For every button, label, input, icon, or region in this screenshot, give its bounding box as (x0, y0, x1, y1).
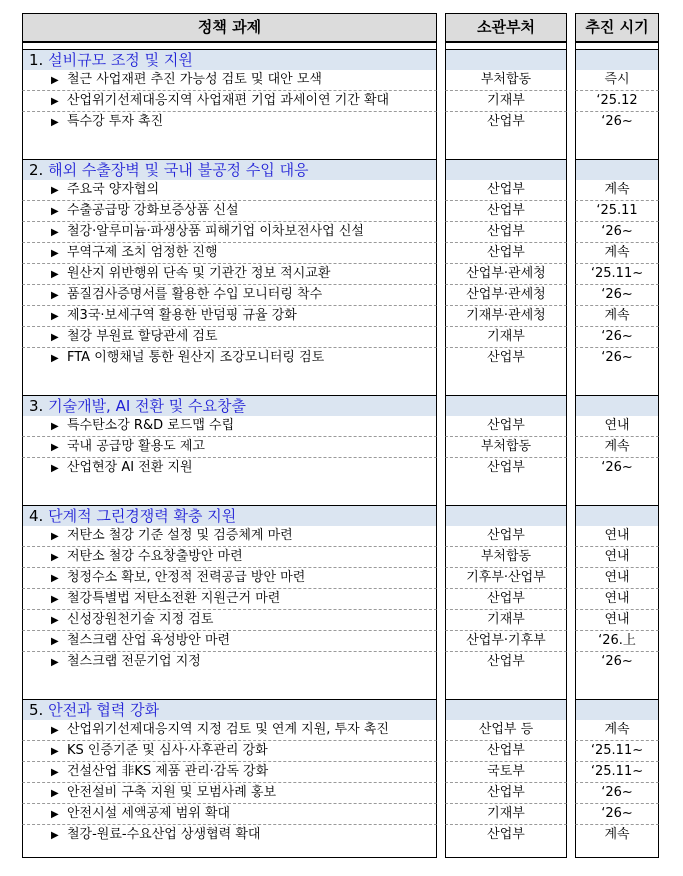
policy-item (22, 825, 437, 846)
table-row (22, 243, 659, 264)
triangle-bullet-icon: ▶ (51, 809, 59, 820)
policy-item (22, 526, 437, 547)
table-row (22, 741, 659, 762)
policy-item (22, 243, 437, 264)
timing-cell: ‘26~ (575, 652, 659, 673)
timing-cell: ‘25.11~ (575, 762, 659, 783)
table-row (22, 285, 659, 306)
policy-item-text: 신성장원천기술 지정 검토 (67, 612, 214, 627)
policy-item (22, 610, 437, 631)
triangle-bullet-icon: ▶ (51, 353, 59, 364)
header-dept: 소관부처 (445, 13, 567, 42)
timing-cell: 계속 (575, 720, 659, 741)
triangle-bullet-icon: ▶ (51, 767, 59, 778)
timing-cell: ‘25.11~ (575, 264, 659, 285)
triangle-bullet-icon: ▶ (51, 442, 59, 453)
table-header (22, 13, 659, 42)
section-title-text: 해외 수출장벽 및 국내 불공정 수입 대응 (48, 161, 309, 179)
table-row (22, 201, 659, 222)
policy-item-text: 철강 부원료 할당관세 검토 (67, 329, 218, 344)
table-row (22, 348, 659, 369)
policy-item (22, 112, 437, 133)
section-number: 1. (29, 51, 44, 69)
policy-item (22, 91, 437, 112)
dept-cell: 산업부 (445, 825, 567, 846)
dept-cell: 기재부·관세청 (445, 306, 567, 327)
table-row (22, 568, 659, 589)
header-timing: 추진 시기 (575, 13, 659, 42)
policy-item (22, 327, 437, 348)
timing-cell: 연내 (575, 526, 659, 547)
section-title-text: 기술개발, AI 전환 및 수요창출 (48, 397, 247, 415)
table-row (22, 70, 659, 91)
triangle-bullet-icon: ▶ (51, 746, 59, 757)
section-spacer (22, 146, 659, 159)
section-number: 4. (29, 507, 44, 525)
table-row (22, 547, 659, 568)
triangle-bullet-icon: ▶ (51, 248, 59, 259)
timing-cell: 계속 (575, 243, 659, 264)
policy-item (22, 437, 437, 458)
dept-cell: 산업부 (445, 783, 567, 804)
policy-item-text: 안전설비 구축 지원 및 모범사례 홍보 (67, 785, 277, 800)
dept-cell: 산업부 (445, 201, 567, 222)
timing-cell: ‘25.12 (575, 91, 659, 112)
table-row (22, 804, 659, 825)
table-row (22, 652, 659, 673)
policy-item (22, 804, 437, 825)
policy-item-text: 청정수소 확보, 안정적 전력공급 방안 마련 (67, 570, 306, 585)
timing-cell: ‘26~ (575, 327, 659, 348)
dept-cell: 기재부 (445, 327, 567, 348)
timing-cell: 연내 (575, 589, 659, 610)
policy-item-text: 저탄소 철강 수요창출방안 마련 (67, 549, 243, 564)
timing-cell: ‘25.11 (575, 201, 659, 222)
policy-item-text: 저탄소 철강 기준 설정 및 검증체계 마련 (67, 528, 293, 543)
section-title (22, 395, 437, 416)
timing-cell: ‘26~ (575, 348, 659, 369)
blank-row (22, 673, 659, 686)
dept-cell: 기재부 (445, 610, 567, 631)
dept-cell: 부처합동 (445, 70, 567, 91)
table-row (22, 458, 659, 479)
table-row (22, 112, 659, 133)
policy-item (22, 348, 437, 369)
triangle-bullet-icon: ▶ (51, 421, 59, 432)
policy-item (22, 180, 437, 201)
triangle-bullet-icon: ▶ (51, 531, 59, 542)
timing-cell: 계속 (575, 306, 659, 327)
table-row (22, 720, 659, 741)
table-row (22, 783, 659, 804)
section-title (22, 699, 437, 720)
header-policy: 정책 과제 (22, 13, 437, 42)
triangle-bullet-icon: ▶ (51, 830, 59, 841)
dept-cell: 산업부 (445, 222, 567, 243)
policy-item-text: 특수강 투자 촉진 (67, 114, 164, 129)
dept-cell: 산업부 (445, 741, 567, 762)
timing-cell: 계속 (575, 437, 659, 458)
policy-item (22, 70, 437, 91)
table-row (22, 589, 659, 610)
section-heading (22, 699, 659, 720)
dept-cell: 산업부·기후부 (445, 631, 567, 652)
dept-cell: 산업부 (445, 243, 567, 264)
policy-item-text: 철강-원료-수요산업 상생협력 확대 (67, 827, 261, 842)
triangle-bullet-icon: ▶ (51, 463, 59, 474)
section-heading (22, 159, 659, 180)
triangle-bullet-icon: ▶ (51, 206, 59, 217)
triangle-bullet-icon: ▶ (51, 227, 59, 238)
policy-item (22, 264, 437, 285)
policy-item (22, 720, 437, 741)
table-row (22, 306, 659, 327)
policy-item-text: KS 인증기준 및 심사·사후관리 강화 (67, 743, 268, 758)
policy-item (22, 201, 437, 222)
section-heading (22, 395, 659, 416)
dept-cell: 산업부 (445, 526, 567, 547)
policy-item-text: 안전시설 세액공제 범위 확대 (67, 806, 231, 821)
dept-cell: 산업부 (445, 589, 567, 610)
policy-item-text: 건설산업 非KS 제품 관리·감독 강화 (67, 764, 269, 779)
triangle-bullet-icon: ▶ (51, 657, 59, 668)
section-title (22, 505, 437, 526)
dept-cell: 산업부 (445, 180, 567, 201)
table-row (22, 91, 659, 112)
policy-item (22, 589, 437, 610)
section-heading (22, 49, 659, 70)
policy-item-text: 특수탄소강 R&D 로드맵 수립 (67, 418, 235, 433)
blank-row (22, 846, 659, 858)
section-spacer (22, 42, 659, 49)
policy-item-text: 수출공급망 강화보증상품 신설 (67, 203, 239, 218)
section-title-text: 안전과 협력 강화 (48, 701, 160, 719)
dept-cell: 산업부 (445, 458, 567, 479)
policy-item-text: 산업위기선제대응지역 지정 검토 및 연계 지원, 투자 촉진 (67, 722, 389, 737)
policy-item (22, 222, 437, 243)
timing-cell: 연내 (575, 547, 659, 568)
triangle-bullet-icon: ▶ (51, 788, 59, 799)
timing-cell: ‘26~ (575, 222, 659, 243)
triangle-bullet-icon: ▶ (51, 725, 59, 736)
section-title (22, 159, 437, 180)
triangle-bullet-icon: ▶ (51, 615, 59, 626)
table-row (22, 180, 659, 201)
policy-item (22, 458, 437, 479)
policy-item (22, 783, 437, 804)
policy-item-text: 산업위기선제대응지역 사업재편 기업 과세이연 기간 확대 (67, 93, 390, 108)
policy-item-text: 품질검사증명서를 활용한 수입 모니터링 착수 (67, 287, 323, 302)
policy-item (22, 568, 437, 589)
triangle-bullet-icon: ▶ (51, 332, 59, 343)
section-title (22, 49, 437, 70)
triangle-bullet-icon: ▶ (51, 269, 59, 280)
table-row (22, 610, 659, 631)
dept-cell: 산업부·관세청 (445, 264, 567, 285)
timing-cell: 계속 (575, 825, 659, 846)
policy-item (22, 306, 437, 327)
policy-item-text: 철강·알루미늄·파생상품 피해기업 이차보전사업 신설 (67, 224, 364, 239)
section-number: 5. (29, 701, 44, 719)
triangle-bullet-icon: ▶ (51, 96, 59, 107)
policy-item (22, 762, 437, 783)
dept-cell: 산업부 등 (445, 720, 567, 741)
triangle-bullet-icon: ▶ (51, 636, 59, 647)
triangle-bullet-icon: ▶ (51, 594, 59, 605)
dept-cell: 기재부 (445, 804, 567, 825)
triangle-bullet-icon: ▶ (51, 117, 59, 128)
triangle-bullet-icon: ▶ (51, 552, 59, 563)
timing-cell: ‘26~ (575, 112, 659, 133)
table-row (22, 631, 659, 652)
section-spacer (22, 382, 659, 395)
dept-cell: 부처합동 (445, 437, 567, 458)
timing-cell: ‘26~ (575, 783, 659, 804)
dept-cell: 산업부 (445, 652, 567, 673)
policy-item (22, 416, 437, 437)
blank-row (22, 369, 659, 382)
table-row (22, 327, 659, 348)
blank-row (22, 479, 659, 492)
triangle-bullet-icon: ▶ (51, 290, 59, 301)
table-row (22, 825, 659, 846)
table-row (22, 222, 659, 243)
blank-row (22, 133, 659, 146)
policy-item-text: 산업현장 AI 전환 지원 (67, 460, 193, 475)
timing-cell: ‘26.上 (575, 631, 659, 652)
dept-cell: 부처합동 (445, 547, 567, 568)
timing-cell: ‘26~ (575, 804, 659, 825)
section-heading (22, 505, 659, 526)
section-spacer (22, 492, 659, 505)
policy-item-text: 철스크랩 산업 육성방안 마련 (67, 633, 231, 648)
timing-cell: 연내 (575, 610, 659, 631)
table-row (22, 526, 659, 547)
policy-item-text: 주요국 양자협의 (67, 182, 160, 197)
policy-item-text: 제3국·보세구역 활용한 반덤핑 규율 강화 (67, 308, 297, 323)
section-number: 2. (29, 161, 44, 179)
section-spacer (22, 686, 659, 699)
dept-cell: 산업부 (445, 348, 567, 369)
dept-cell: 국토부 (445, 762, 567, 783)
timing-cell: 즉시 (575, 70, 659, 91)
section-number: 3. (29, 397, 44, 415)
policy-table (22, 13, 659, 858)
timing-cell: 연내 (575, 416, 659, 437)
policy-item (22, 547, 437, 568)
policy-item (22, 652, 437, 673)
dept-cell: 기후부·산업부 (445, 568, 567, 589)
triangle-bullet-icon: ▶ (51, 573, 59, 584)
table-row (22, 437, 659, 458)
table-row (22, 762, 659, 783)
triangle-bullet-icon: ▶ (51, 185, 59, 196)
policy-item-text: 철강특별법 저탄소전환 지원근거 마련 (67, 591, 281, 606)
timing-cell: 계속 (575, 180, 659, 201)
policy-item-text: 철스크랩 전문기업 지정 (67, 654, 201, 669)
table-row (22, 264, 659, 285)
policy-item-text: FTA 이행채널 통한 원산지 조강모니터링 검토 (67, 350, 325, 365)
triangle-bullet-icon: ▶ (51, 75, 59, 86)
policy-item (22, 741, 437, 762)
timing-cell: ‘25.11~ (575, 741, 659, 762)
policy-item (22, 285, 437, 306)
policy-item-text: 무역구제 조치 엄정한 진행 (67, 245, 218, 260)
section-title-text: 단계적 그린경쟁력 확충 지원 (48, 507, 237, 525)
dept-cell: 기재부 (445, 91, 567, 112)
dept-cell: 산업부 (445, 416, 567, 437)
dept-cell: 산업부 (445, 112, 567, 133)
section-title-text: 설비규모 조정 및 지원 (48, 51, 193, 69)
dept-cell: 산업부·관세청 (445, 285, 567, 306)
timing-cell: 연내 (575, 568, 659, 589)
triangle-bullet-icon: ▶ (51, 311, 59, 322)
timing-cell: ‘26~ (575, 458, 659, 479)
policy-item (22, 631, 437, 652)
table-row (22, 416, 659, 437)
policy-item-text: 국내 공급망 활용도 제고 (67, 439, 205, 454)
policy-item-text: 철근 사업재편 추진 가능성 검토 및 대안 모색 (67, 72, 322, 87)
policy-item-text: 원산지 위반행위 단속 및 기관간 정보 적시교환 (67, 266, 331, 281)
timing-cell: ‘26~ (575, 285, 659, 306)
